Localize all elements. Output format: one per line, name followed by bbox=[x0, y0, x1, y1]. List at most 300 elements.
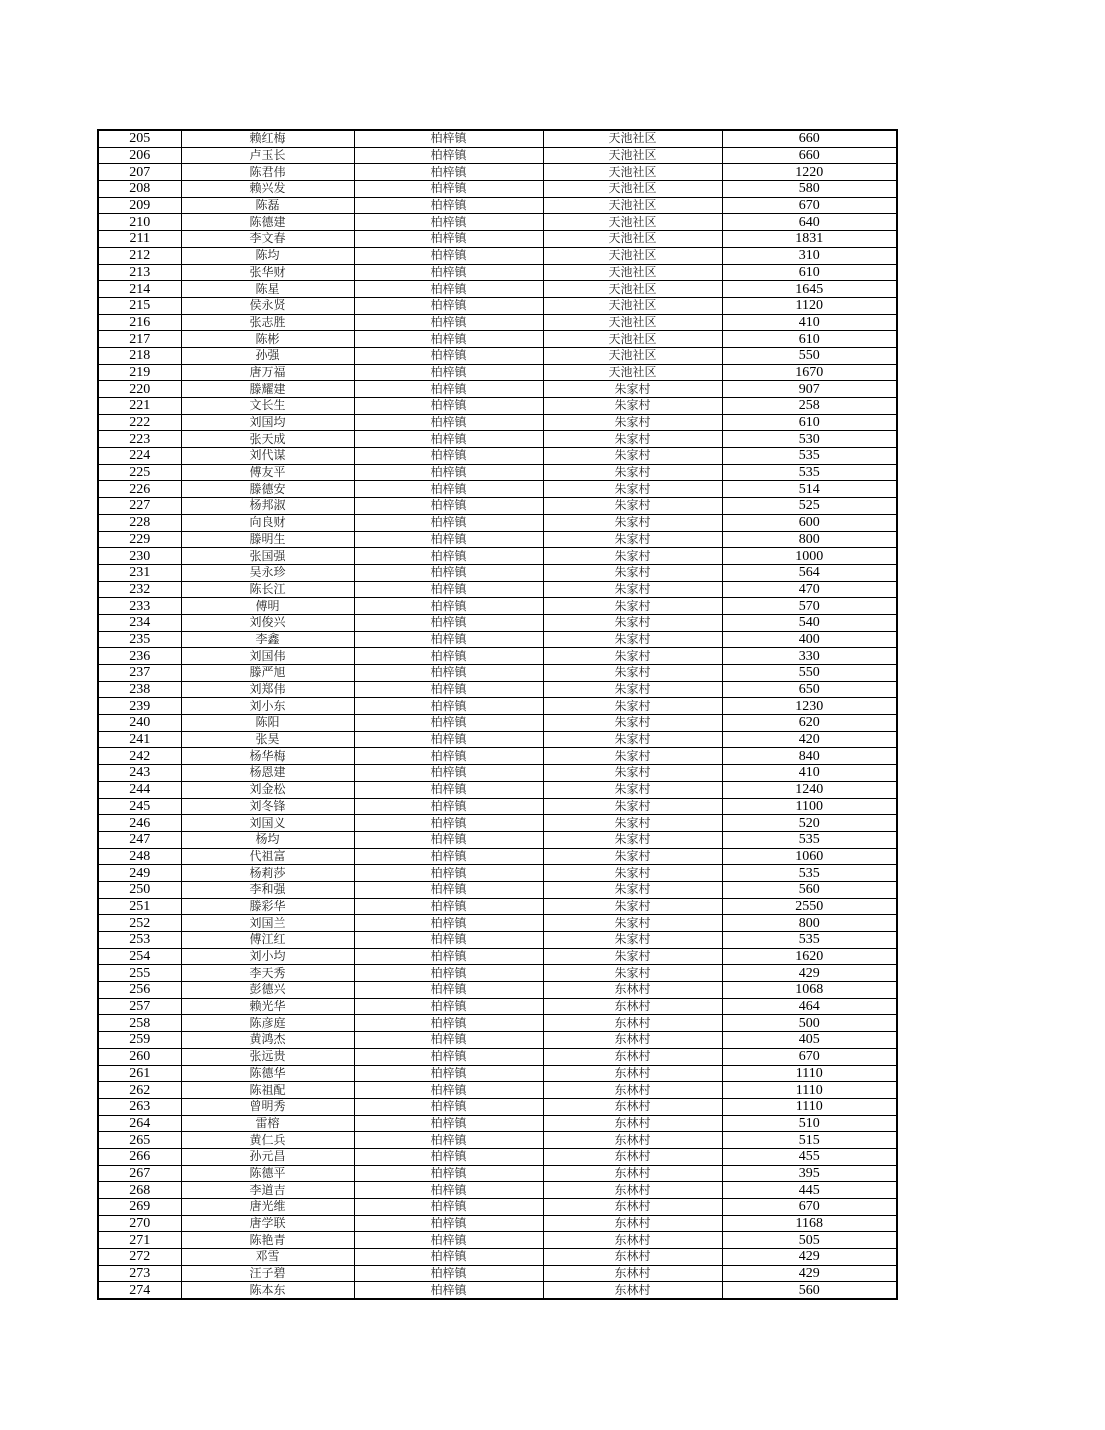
amount-cell: 1831 bbox=[722, 231, 897, 248]
town-cell: 柏梓镇 bbox=[354, 965, 543, 982]
village-cell: 东林村 bbox=[543, 1098, 722, 1115]
village-cell: 朱家村 bbox=[543, 748, 722, 765]
town-cell: 柏梓镇 bbox=[354, 514, 543, 531]
row-number-cell: 252 bbox=[98, 915, 181, 932]
name-cell: 杨华梅 bbox=[181, 748, 354, 765]
row-number-cell: 249 bbox=[98, 865, 181, 882]
village-cell: 天池社区 bbox=[543, 231, 722, 248]
table-row bbox=[98, 1082, 897, 1099]
village-cell: 东林村 bbox=[543, 1249, 722, 1266]
village-cell: 朱家村 bbox=[543, 965, 722, 982]
row-number-cell: 229 bbox=[98, 531, 181, 548]
village-cell: 天池社区 bbox=[543, 264, 722, 281]
table-row bbox=[98, 347, 897, 364]
village-cell: 朱家村 bbox=[543, 631, 722, 648]
village-cell: 朱家村 bbox=[543, 531, 722, 548]
town-cell: 柏梓镇 bbox=[354, 1082, 543, 1099]
row-number-cell: 267 bbox=[98, 1165, 181, 1182]
name-cell: 赖兴发 bbox=[181, 181, 354, 198]
row-number-cell: 274 bbox=[98, 1282, 181, 1299]
name-cell: 张天成 bbox=[181, 431, 354, 448]
name-cell: 张远贵 bbox=[181, 1048, 354, 1065]
amount-cell: 1620 bbox=[722, 948, 897, 965]
village-cell: 朱家村 bbox=[543, 514, 722, 531]
village-cell: 东林村 bbox=[543, 1282, 722, 1299]
town-cell: 柏梓镇 bbox=[354, 564, 543, 581]
name-cell: 陈君伟 bbox=[181, 164, 354, 181]
town-cell: 柏梓镇 bbox=[354, 1032, 543, 1049]
row-number-cell: 231 bbox=[98, 564, 181, 581]
village-cell: 朱家村 bbox=[543, 865, 722, 882]
table-row bbox=[98, 965, 897, 982]
row-number-cell: 219 bbox=[98, 364, 181, 381]
village-cell: 东林村 bbox=[543, 1015, 722, 1032]
table-row bbox=[98, 314, 897, 331]
table-row bbox=[98, 281, 897, 298]
village-cell: 朱家村 bbox=[543, 731, 722, 748]
row-number-cell: 208 bbox=[98, 181, 181, 198]
name-cell: 陈德华 bbox=[181, 1065, 354, 1082]
town-cell: 柏梓镇 bbox=[354, 381, 543, 398]
row-number-cell: 221 bbox=[98, 398, 181, 415]
amount-cell: 640 bbox=[722, 214, 897, 231]
row-number-cell: 244 bbox=[98, 781, 181, 798]
row-number-cell: 259 bbox=[98, 1032, 181, 1049]
town-cell: 柏梓镇 bbox=[354, 398, 543, 415]
name-cell: 文长生 bbox=[181, 398, 354, 415]
village-cell: 朱家村 bbox=[543, 932, 722, 949]
amount-cell: 1100 bbox=[722, 798, 897, 815]
row-number-cell: 207 bbox=[98, 164, 181, 181]
table-row bbox=[98, 681, 897, 698]
amount-cell: 2550 bbox=[722, 898, 897, 915]
name-cell: 杨恩建 bbox=[181, 765, 354, 782]
row-number-cell: 268 bbox=[98, 1182, 181, 1199]
amount-cell: 395 bbox=[722, 1165, 897, 1182]
amount-cell: 560 bbox=[722, 1282, 897, 1299]
town-cell: 柏梓镇 bbox=[354, 1015, 543, 1032]
table-row bbox=[98, 197, 897, 214]
name-cell: 张国强 bbox=[181, 548, 354, 565]
village-cell: 朱家村 bbox=[543, 881, 722, 898]
amount-cell: 514 bbox=[722, 481, 897, 498]
name-cell: 代祖富 bbox=[181, 848, 354, 865]
amount-cell: 515 bbox=[722, 1132, 897, 1149]
row-number-cell: 209 bbox=[98, 197, 181, 214]
table-row bbox=[98, 481, 897, 498]
town-cell: 柏梓镇 bbox=[354, 331, 543, 348]
town-cell: 柏梓镇 bbox=[354, 414, 543, 431]
town-cell: 柏梓镇 bbox=[354, 247, 543, 264]
table-row bbox=[98, 815, 897, 832]
name-cell: 李天秀 bbox=[181, 965, 354, 982]
amount-cell: 550 bbox=[722, 347, 897, 364]
name-cell: 陈星 bbox=[181, 281, 354, 298]
amount-cell: 464 bbox=[722, 998, 897, 1015]
amount-cell: 310 bbox=[722, 247, 897, 264]
row-number-cell: 271 bbox=[98, 1232, 181, 1249]
table-row bbox=[98, 181, 897, 198]
town-cell: 柏梓镇 bbox=[354, 1199, 543, 1216]
town-cell: 柏梓镇 bbox=[354, 364, 543, 381]
table-row bbox=[98, 264, 897, 281]
village-cell: 天池社区 bbox=[543, 147, 722, 164]
name-cell: 李鑫 bbox=[181, 631, 354, 648]
table-row bbox=[98, 581, 897, 598]
town-cell: 柏梓镇 bbox=[354, 1098, 543, 1115]
amount-cell: 330 bbox=[722, 648, 897, 665]
table-row bbox=[98, 648, 897, 665]
name-cell: 曾明秀 bbox=[181, 1098, 354, 1115]
town-cell: 柏梓镇 bbox=[354, 1165, 543, 1182]
amount-cell: 1120 bbox=[722, 297, 897, 314]
amount-cell: 660 bbox=[722, 130, 897, 147]
row-number-cell: 217 bbox=[98, 331, 181, 348]
table-body bbox=[98, 130, 897, 1299]
table-row bbox=[98, 831, 897, 848]
town-cell: 柏梓镇 bbox=[354, 1148, 543, 1165]
table-row bbox=[98, 1148, 897, 1165]
name-cell: 刘金松 bbox=[181, 781, 354, 798]
town-cell: 柏梓镇 bbox=[354, 598, 543, 615]
row-number-cell: 266 bbox=[98, 1148, 181, 1165]
row-number-cell: 248 bbox=[98, 848, 181, 865]
name-cell: 杨均 bbox=[181, 831, 354, 848]
table-row bbox=[98, 448, 897, 465]
town-cell: 柏梓镇 bbox=[354, 448, 543, 465]
row-number-cell: 270 bbox=[98, 1215, 181, 1232]
village-cell: 东林村 bbox=[543, 982, 722, 999]
amount-cell: 400 bbox=[722, 631, 897, 648]
village-cell: 东林村 bbox=[543, 1232, 722, 1249]
amount-cell: 420 bbox=[722, 731, 897, 748]
name-cell: 唐光维 bbox=[181, 1199, 354, 1216]
town-cell: 柏梓镇 bbox=[354, 698, 543, 715]
village-cell: 天池社区 bbox=[543, 164, 722, 181]
town-cell: 柏梓镇 bbox=[354, 1065, 543, 1082]
village-cell: 朱家村 bbox=[543, 481, 722, 498]
town-cell: 柏梓镇 bbox=[354, 197, 543, 214]
table-row bbox=[98, 398, 897, 415]
amount-cell: 1110 bbox=[722, 1098, 897, 1115]
town-cell: 柏梓镇 bbox=[354, 130, 543, 147]
row-number-cell: 241 bbox=[98, 731, 181, 748]
amount-cell: 1645 bbox=[722, 281, 897, 298]
town-cell: 柏梓镇 bbox=[354, 815, 543, 832]
village-cell: 朱家村 bbox=[543, 698, 722, 715]
amount-cell: 510 bbox=[722, 1115, 897, 1132]
name-cell: 陈艳青 bbox=[181, 1232, 354, 1249]
village-cell: 东林村 bbox=[543, 1132, 722, 1149]
table-row bbox=[98, 431, 897, 448]
village-cell: 朱家村 bbox=[543, 431, 722, 448]
name-cell: 陈长江 bbox=[181, 581, 354, 598]
row-number-cell: 256 bbox=[98, 982, 181, 999]
amount-cell: 535 bbox=[722, 464, 897, 481]
town-cell: 柏梓镇 bbox=[354, 865, 543, 882]
town-cell: 柏梓镇 bbox=[354, 765, 543, 782]
town-cell: 柏梓镇 bbox=[354, 1048, 543, 1065]
table-row bbox=[98, 130, 897, 147]
amount-cell: 907 bbox=[722, 381, 897, 398]
amount-cell: 429 bbox=[722, 965, 897, 982]
table-row bbox=[98, 564, 897, 581]
town-cell: 柏梓镇 bbox=[354, 1232, 543, 1249]
amount-cell: 610 bbox=[722, 414, 897, 431]
village-cell: 东林村 bbox=[543, 1115, 722, 1132]
name-cell: 汪子碧 bbox=[181, 1265, 354, 1282]
table-row bbox=[98, 1215, 897, 1232]
village-cell: 天池社区 bbox=[543, 364, 722, 381]
town-cell: 柏梓镇 bbox=[354, 998, 543, 1015]
name-cell: 唐学联 bbox=[181, 1215, 354, 1232]
row-number-cell: 243 bbox=[98, 765, 181, 782]
row-number-cell: 258 bbox=[98, 1015, 181, 1032]
name-cell: 孙元昌 bbox=[181, 1148, 354, 1165]
row-number-cell: 234 bbox=[98, 614, 181, 631]
village-cell: 朱家村 bbox=[543, 398, 722, 415]
amount-cell: 670 bbox=[722, 1048, 897, 1065]
row-number-cell: 242 bbox=[98, 748, 181, 765]
name-cell: 陈磊 bbox=[181, 197, 354, 214]
row-number-cell: 215 bbox=[98, 297, 181, 314]
amount-cell: 1068 bbox=[722, 982, 897, 999]
table-row bbox=[98, 214, 897, 231]
row-number-cell: 255 bbox=[98, 965, 181, 982]
town-cell: 柏梓镇 bbox=[354, 1115, 543, 1132]
table-row bbox=[98, 297, 897, 314]
name-cell: 杨莉莎 bbox=[181, 865, 354, 882]
row-number-cell: 264 bbox=[98, 1115, 181, 1132]
row-number-cell: 214 bbox=[98, 281, 181, 298]
row-number-cell: 240 bbox=[98, 715, 181, 732]
village-cell: 朱家村 bbox=[543, 948, 722, 965]
town-cell: 柏梓镇 bbox=[354, 748, 543, 765]
village-cell: 朱家村 bbox=[543, 614, 722, 631]
name-cell: 刘俊兴 bbox=[181, 614, 354, 631]
town-cell: 柏梓镇 bbox=[354, 831, 543, 848]
table-row bbox=[98, 748, 897, 765]
town-cell: 柏梓镇 bbox=[354, 1215, 543, 1232]
row-number-cell: 254 bbox=[98, 948, 181, 965]
village-cell: 天池社区 bbox=[543, 314, 722, 331]
table-row bbox=[98, 698, 897, 715]
name-cell: 刘国义 bbox=[181, 815, 354, 832]
village-cell: 天池社区 bbox=[543, 214, 722, 231]
table-row bbox=[98, 665, 897, 682]
table-row bbox=[98, 531, 897, 548]
amount-cell: 800 bbox=[722, 915, 897, 932]
name-cell: 刘国伟 bbox=[181, 648, 354, 665]
table-row bbox=[98, 1182, 897, 1199]
table-row bbox=[98, 1232, 897, 1249]
village-cell: 朱家村 bbox=[543, 815, 722, 832]
village-cell: 天池社区 bbox=[543, 197, 722, 214]
table-row bbox=[98, 1065, 897, 1082]
town-cell: 柏梓镇 bbox=[354, 548, 543, 565]
name-cell: 刘冬锋 bbox=[181, 798, 354, 815]
name-cell: 陈本东 bbox=[181, 1282, 354, 1299]
amount-cell: 600 bbox=[722, 514, 897, 531]
amount-cell: 800 bbox=[722, 531, 897, 548]
name-cell: 孙强 bbox=[181, 347, 354, 364]
town-cell: 柏梓镇 bbox=[354, 665, 543, 682]
name-cell: 唐万福 bbox=[181, 364, 354, 381]
name-cell: 李和强 bbox=[181, 881, 354, 898]
village-cell: 朱家村 bbox=[543, 648, 722, 665]
town-cell: 柏梓镇 bbox=[354, 1265, 543, 1282]
table-row bbox=[98, 1115, 897, 1132]
village-cell: 朱家村 bbox=[543, 464, 722, 481]
amount-cell: 620 bbox=[722, 715, 897, 732]
village-cell: 东林村 bbox=[543, 998, 722, 1015]
row-number-cell: 237 bbox=[98, 665, 181, 682]
name-cell: 刘小均 bbox=[181, 948, 354, 965]
amount-cell: 670 bbox=[722, 1199, 897, 1216]
table-row bbox=[98, 881, 897, 898]
name-cell: 雷榕 bbox=[181, 1115, 354, 1132]
amount-cell: 580 bbox=[722, 181, 897, 198]
amount-cell: 1000 bbox=[722, 548, 897, 565]
table-row bbox=[98, 331, 897, 348]
table-row bbox=[98, 598, 897, 615]
amount-cell: 1110 bbox=[722, 1065, 897, 1082]
row-number-cell: 263 bbox=[98, 1098, 181, 1115]
amount-cell: 570 bbox=[722, 598, 897, 615]
village-cell: 朱家村 bbox=[543, 831, 722, 848]
village-cell: 东林村 bbox=[543, 1182, 722, 1199]
table-row bbox=[98, 464, 897, 481]
amount-cell: 429 bbox=[722, 1265, 897, 1282]
row-number-cell: 230 bbox=[98, 548, 181, 565]
table-row bbox=[98, 514, 897, 531]
town-cell: 柏梓镇 bbox=[354, 147, 543, 164]
row-number-cell: 273 bbox=[98, 1265, 181, 1282]
village-cell: 天池社区 bbox=[543, 181, 722, 198]
amount-cell: 410 bbox=[722, 314, 897, 331]
town-cell: 柏梓镇 bbox=[354, 214, 543, 231]
name-cell: 陈阳 bbox=[181, 715, 354, 732]
table-row bbox=[98, 1048, 897, 1065]
row-number-cell: 272 bbox=[98, 1249, 181, 1266]
name-cell: 李道吉 bbox=[181, 1182, 354, 1199]
row-number-cell: 246 bbox=[98, 815, 181, 832]
town-cell: 柏梓镇 bbox=[354, 431, 543, 448]
town-cell: 柏梓镇 bbox=[354, 631, 543, 648]
row-number-cell: 261 bbox=[98, 1065, 181, 1082]
amount-cell: 660 bbox=[722, 147, 897, 164]
amount-cell: 1220 bbox=[722, 164, 897, 181]
amount-cell: 564 bbox=[722, 564, 897, 581]
amount-cell: 535 bbox=[722, 865, 897, 882]
row-number-cell: 212 bbox=[98, 247, 181, 264]
row-number-cell: 223 bbox=[98, 431, 181, 448]
name-cell: 黄鸿杰 bbox=[181, 1032, 354, 1049]
amount-cell: 455 bbox=[722, 1148, 897, 1165]
name-cell: 李文春 bbox=[181, 231, 354, 248]
village-cell: 朱家村 bbox=[543, 581, 722, 598]
row-number-cell: 216 bbox=[98, 314, 181, 331]
name-cell: 滕明生 bbox=[181, 531, 354, 548]
table-row bbox=[98, 932, 897, 949]
table-row bbox=[98, 414, 897, 431]
table-row bbox=[98, 765, 897, 782]
table-row bbox=[98, 548, 897, 565]
table-row bbox=[98, 247, 897, 264]
row-number-cell: 224 bbox=[98, 448, 181, 465]
name-cell: 陈彦庭 bbox=[181, 1015, 354, 1032]
name-cell: 刘郑伟 bbox=[181, 681, 354, 698]
town-cell: 柏梓镇 bbox=[354, 481, 543, 498]
name-cell: 滕严旭 bbox=[181, 665, 354, 682]
town-cell: 柏梓镇 bbox=[354, 648, 543, 665]
row-number-cell: 253 bbox=[98, 932, 181, 949]
table-row bbox=[98, 498, 897, 515]
amount-cell: 670 bbox=[722, 197, 897, 214]
row-number-cell: 239 bbox=[98, 698, 181, 715]
name-cell: 卢玉长 bbox=[181, 147, 354, 164]
town-cell: 柏梓镇 bbox=[354, 948, 543, 965]
town-cell: 柏梓镇 bbox=[354, 781, 543, 798]
amount-cell: 650 bbox=[722, 681, 897, 698]
table-row bbox=[98, 1132, 897, 1149]
village-cell: 东林村 bbox=[543, 1199, 722, 1216]
town-cell: 柏梓镇 bbox=[354, 982, 543, 999]
amount-cell: 540 bbox=[722, 614, 897, 631]
town-cell: 柏梓镇 bbox=[354, 932, 543, 949]
village-cell: 东林村 bbox=[543, 1215, 722, 1232]
village-cell: 天池社区 bbox=[543, 331, 722, 348]
table-row bbox=[98, 381, 897, 398]
table-row bbox=[98, 1249, 897, 1266]
name-cell: 陈均 bbox=[181, 247, 354, 264]
village-cell: 朱家村 bbox=[543, 448, 722, 465]
amount-cell: 258 bbox=[722, 398, 897, 415]
village-cell: 天池社区 bbox=[543, 130, 722, 147]
row-number-cell: 227 bbox=[98, 498, 181, 515]
village-cell: 朱家村 bbox=[543, 765, 722, 782]
row-number-cell: 245 bbox=[98, 798, 181, 815]
row-number-cell: 205 bbox=[98, 130, 181, 147]
amount-cell: 445 bbox=[722, 1182, 897, 1199]
town-cell: 柏梓镇 bbox=[354, 715, 543, 732]
town-cell: 柏梓镇 bbox=[354, 798, 543, 815]
row-number-cell: 218 bbox=[98, 347, 181, 364]
name-cell: 彭德兴 bbox=[181, 982, 354, 999]
name-cell: 傅友平 bbox=[181, 464, 354, 481]
village-cell: 天池社区 bbox=[543, 247, 722, 264]
table-row bbox=[98, 147, 897, 164]
name-cell: 滕彩华 bbox=[181, 898, 354, 915]
table-row bbox=[98, 614, 897, 631]
amount-cell: 1060 bbox=[722, 848, 897, 865]
village-cell: 东林村 bbox=[543, 1065, 722, 1082]
village-cell: 朱家村 bbox=[543, 498, 722, 515]
name-cell: 陈祖配 bbox=[181, 1082, 354, 1099]
row-number-cell: 251 bbox=[98, 898, 181, 915]
amount-cell: 535 bbox=[722, 831, 897, 848]
village-cell: 天池社区 bbox=[543, 297, 722, 314]
table-row bbox=[98, 798, 897, 815]
village-cell: 朱家村 bbox=[543, 598, 722, 615]
row-number-cell: 235 bbox=[98, 631, 181, 648]
name-cell: 赖红梅 bbox=[181, 130, 354, 147]
amount-cell: 610 bbox=[722, 331, 897, 348]
village-cell: 朱家村 bbox=[543, 798, 722, 815]
name-cell: 刘代谋 bbox=[181, 448, 354, 465]
village-cell: 东林村 bbox=[543, 1082, 722, 1099]
town-cell: 柏梓镇 bbox=[354, 231, 543, 248]
